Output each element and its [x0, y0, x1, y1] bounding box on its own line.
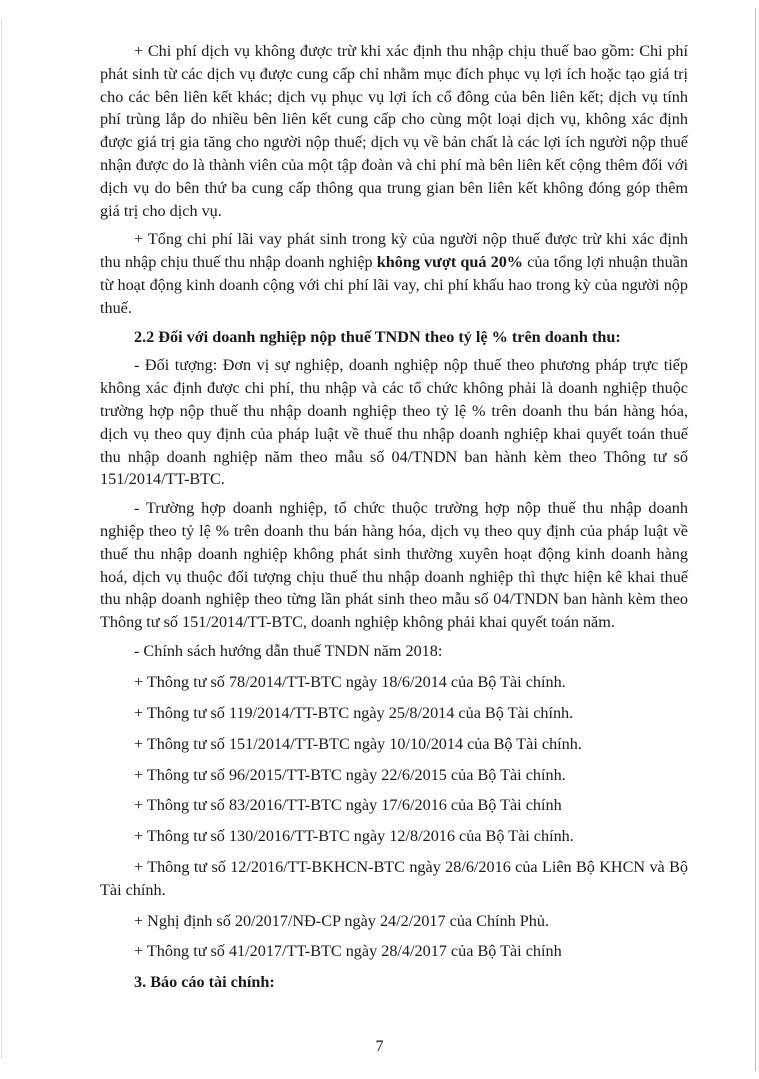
page-number: 7 — [375, 1038, 384, 1055]
reference-item: + Thông tư số 130/2016/TT-BTC ngày 12/8/2016 của Bộ Tài chính. — [134, 827, 574, 846]
reference-item: + Thông tư số 12/2016/TT-BKHCN-BTC ngày 28/6/2016 của Liên Bộ KHCN và Bộ Tài chính. — [100, 858, 688, 899]
paragraph-service-costs: + Chi phí dịch vụ không được trừ khi xác định thu nhập chịu thuế bao gồm: Chi phí phát sinh từ các dịch vụ được cung cấp chỉ nhằm mục đích phục vụ lợi ích hoặc tạo giá trị cho các bên liên kết khác; dịch vụ phục vụ lợi ích cổ đông của bên liên kết; dịch vụ tính phí trùng lắp do nhiều bên liên kết cung cấp cho cùng một loại dịch vụ, không xác định được giá trị gia tăng cho người nộp thuế; dịch vụ về bản chất là các lợi ích người nộp thuế nhận được do là thành viên của một tập đoàn và chi phí mà bên liên kết cộng thêm đối với dịch vụ do bên thứ ba cung cấp thông qua trung gian bên liên kết không đóng góp thêm giá trị cho dịch vụ. — [100, 42, 688, 220]
section-heading-3: 3. Báo cáo tài chính: — [134, 973, 275, 992]
reference-item: + Thông tư số 41/2017/TT-BTC ngày 28/4/2017 của Bộ Tài chính — [134, 942, 562, 961]
scan-edge-left — [1, 20, 2, 1059]
scan-edge-right — [755, 8, 756, 1071]
reference-item: + Thông tư số 83/2016/TT-BTC ngày 17/6/2016 của Bộ Tài chính — [134, 796, 562, 815]
reference-item: + Nghị định số 20/2017/NĐ-CP ngày 24/2/2017 của Chính Phủ. — [134, 911, 550, 930]
interest-limit-bold: không vượt quá 20% — [376, 253, 523, 272]
reference-item: + Thông tư số 119/2014/TT-BTC ngày 25/8/2014 của Bộ Tài chính. — [134, 704, 574, 723]
reference-item: + Thông tư số 151/2014/TT-BTC ngày 10/10/2014 của Bộ Tài chính. — [134, 734, 582, 753]
interest-text-start: + Tổng chi phí lãi vay phát sinh trong kỳ của người nộp thuế được trừ khi xác định thu nhập chịu thuế thu nhập doanh nghiệp — [100, 230, 688, 272]
paragraph-interest-costs — [100, 228, 688, 319]
reference-item: + Thông tư số 78/2014/TT-BTC ngày 18/6/2014 của Bộ Tài chính. — [134, 673, 566, 692]
reference-item: + Thông tư số 96/2015/TT-BTC ngày 22/6/2015 của Bộ Tài chính. — [134, 765, 566, 784]
policy-intro: - Chính sách hướng dẫn thuế TNDN năm 2018: — [134, 641, 443, 660]
paragraph-occasional-business: - Trường hợp doanh nghiệp, tổ chức thuộc trường hợp nộp thuế thu nhập doanh nghiệp theo tỷ lệ % trên doanh thu bán hàng hóa, dịch vụ theo quy định của pháp luật về thuế thu nhập doanh nghiệp không phát sinh thường xuyên hoạt động kinh doanh hàng hoá, dịch vụ thuộc đối tượng chịu thuế thu nhập doanh nghiệp thì thực hiện kê khai thuế thu nhập doanh nghiệp theo từng lần phát sinh theo mẫu số 04/TNDN ban hành kèm theo Thông tư số 151/2014/TT-BTC, doanh nghiệp không phải khai quyết toán năm. — [100, 499, 688, 632]
paragraph-subjects: - Đối tượng: Đơn vị sự nghiệp, doanh nghiệp nộp thuế theo phương pháp trực tiếp không xác định được chi phí, thu nhập và các tổ chức không phải là doanh nghiệp thuộc trường hợp nộp thuế thu nhập doanh nghiệp theo tỷ lệ % trên doanh thu bán hàng hóa, dịch vụ theo quy định của pháp luật về thuế thu nhập doanh nghiệp khai quyết toán thuế thu nhập doanh nghiệp năm theo mẫu số 04/TNDN ban hành kèm theo Thông tư số 151/2014/TT-BTC. — [100, 356, 688, 489]
section-heading-2-2: 2.2 Đối với doanh nghiệp nộp thuế TNDN theo tỷ lệ % trên doanh thu: — [134, 327, 621, 346]
interest-text-end: của tổng lợi nhuận thuần từ hoạt động kinh doanh cộng với chi phí lãi vay, chi phí khấu hao trong kỳ của người nộp thuế. — [100, 253, 688, 317]
reference-list — [100, 671, 688, 963]
document-body — [100, 40, 688, 1000]
